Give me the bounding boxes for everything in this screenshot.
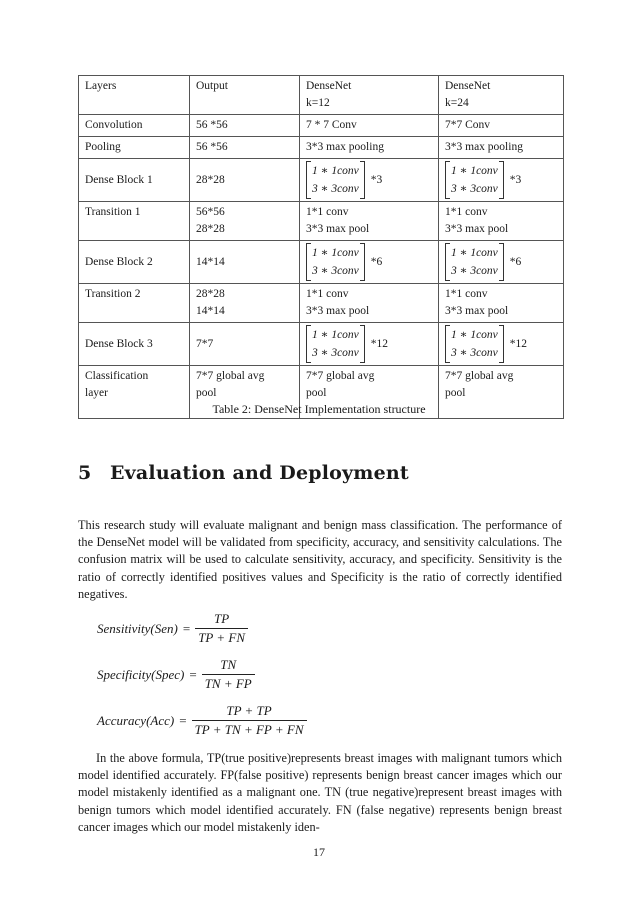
section-heading bbox=[78, 462, 409, 484]
equation-lhs: Specificity(Spec) bbox=[97, 666, 185, 682]
table-cell: Classification layer bbox=[79, 366, 190, 419]
table-caption: Table 2: DenseNet Implementation structure bbox=[212, 402, 426, 416]
table-cell: Convolution bbox=[79, 115, 190, 137]
dense-block-matrix: 1 ∗ 1conv 3 ∗ 3conv bbox=[445, 161, 504, 199]
table-cell: 1*1 conv 3*3 max pool bbox=[300, 202, 439, 241]
denominator: TN + FP bbox=[202, 674, 255, 692]
table-cell: 56 *56 bbox=[190, 137, 300, 159]
table-cell bbox=[439, 323, 564, 366]
table-cell: Pooling bbox=[79, 137, 190, 159]
block-multiplier: *3 bbox=[509, 173, 522, 186]
table-cell: 7*7 global avg pool bbox=[300, 366, 439, 419]
table-cell: 28*28 bbox=[190, 159, 300, 202]
table-row bbox=[79, 284, 564, 323]
numerator: TP + TP bbox=[226, 703, 272, 718]
table-cell bbox=[439, 241, 564, 284]
table-cell: Transition 1 bbox=[79, 202, 190, 241]
equals-sign: = bbox=[179, 712, 187, 728]
denominator: TP + TN + FP + FN bbox=[192, 720, 307, 738]
body-paragraph: This research study will evaluate malignant and benign mass classification. The performance of the DenseNet model will be validated from specificity, accuracy, and sensitivity calculations. The confusion matrix will be used to calculate sensitivity, accuracy, and specificity. Sensitivity is the ratio of correctly identified positives values and Specificity is the ratio of correctly identified negatives. bbox=[78, 518, 562, 601]
table-cell: Dense Block 3 bbox=[79, 323, 190, 366]
header-cell: DenseNet k=24 bbox=[439, 76, 564, 115]
table-cell: 3*3 max pooling bbox=[439, 137, 564, 159]
table-cell: 7*7 global avg pool bbox=[190, 366, 300, 419]
table-cell: 56*56 28*28 bbox=[190, 202, 300, 241]
table-cell: 28*28 14*14 bbox=[190, 284, 300, 323]
header-cell: Output bbox=[190, 76, 300, 115]
densenet-structure-table bbox=[78, 75, 564, 419]
equation-lhs: Sensitivity(Sen) bbox=[97, 620, 178, 636]
table-cell: 7*7 global avg pool bbox=[439, 366, 564, 419]
table-cell: 1*1 conv 3*3 max pool bbox=[439, 284, 564, 323]
fraction bbox=[192, 703, 307, 738]
dense-block-matrix: 1 ∗ 1conv 3 ∗ 3conv bbox=[445, 243, 504, 281]
numerator: TN bbox=[220, 657, 237, 672]
table-row bbox=[79, 159, 564, 202]
table-cell: Dense Block 1 bbox=[79, 159, 190, 202]
header-cell: Layers bbox=[79, 76, 190, 115]
denominator: TP + FN bbox=[195, 628, 248, 646]
header-cell: DenseNet k=12 bbox=[300, 76, 439, 115]
dense-block-matrix: 1 ∗ 1conv 3 ∗ 3conv bbox=[306, 161, 365, 199]
table-cell: 14*14 bbox=[190, 241, 300, 284]
table-row bbox=[79, 241, 564, 284]
equals-sign: = bbox=[182, 620, 191, 636]
table-row bbox=[79, 202, 564, 241]
block-multiplier: *6 bbox=[370, 255, 383, 268]
table-row bbox=[79, 323, 564, 366]
block-multiplier: *12 bbox=[509, 337, 528, 350]
table-cell: 56 *56 bbox=[190, 115, 300, 137]
table-cell bbox=[300, 159, 439, 202]
table-row bbox=[79, 137, 564, 159]
fraction bbox=[195, 611, 248, 646]
block-multiplier: *3 bbox=[370, 173, 383, 186]
block-multiplier: *12 bbox=[370, 337, 389, 350]
table-cell bbox=[300, 241, 439, 284]
dense-block-matrix: 1 ∗ 1conv 3 ∗ 3conv bbox=[306, 243, 365, 281]
body-paragraph: In the above formula, TP(true positive)represents breast images with malignant tumors which model identified accurately. FP(false positive) represents benign breast cancer images which our model mistakenly identified as a malignant one. TN (true negative)represent breast images with benign tumors which model identified accurately. FN (false negative) represents benign breast cancer images which our model mistakenly iden- bbox=[78, 751, 562, 834]
page-number: 17 bbox=[313, 845, 325, 859]
table-cell: 3*3 max pooling bbox=[300, 137, 439, 159]
block-multiplier: *6 bbox=[509, 255, 522, 268]
equation-accuracy bbox=[97, 703, 307, 738]
table-cell bbox=[300, 323, 439, 366]
table-cell: 7*7 Conv bbox=[439, 115, 564, 137]
equation-sensitivity bbox=[97, 611, 248, 646]
section-title: Evaluation and Deployment bbox=[110, 462, 409, 484]
numerator: TP bbox=[214, 611, 230, 626]
table-cell: 1*1 conv 3*3 max pool bbox=[300, 284, 439, 323]
equation-lhs: Accuracy(Acc) bbox=[97, 712, 175, 728]
section-number: 5 bbox=[78, 462, 92, 484]
table-cell: 1*1 conv 3*3 max pool bbox=[439, 202, 564, 241]
fraction bbox=[202, 657, 255, 692]
table-cell bbox=[439, 159, 564, 202]
table-cell: 7*7 bbox=[190, 323, 300, 366]
table-cell: Dense Block 2 bbox=[79, 241, 190, 284]
dense-block-matrix: 1 ∗ 1conv 3 ∗ 3conv bbox=[445, 325, 504, 363]
table-header-row bbox=[79, 76, 564, 115]
table-row bbox=[79, 115, 564, 137]
dense-block-matrix: 1 ∗ 1conv 3 ∗ 3conv bbox=[306, 325, 365, 363]
table-cell: Transition 2 bbox=[79, 284, 190, 323]
table-cell: 7 * 7 Conv bbox=[300, 115, 439, 137]
equation-specificity bbox=[97, 657, 255, 692]
equals-sign: = bbox=[189, 666, 197, 682]
